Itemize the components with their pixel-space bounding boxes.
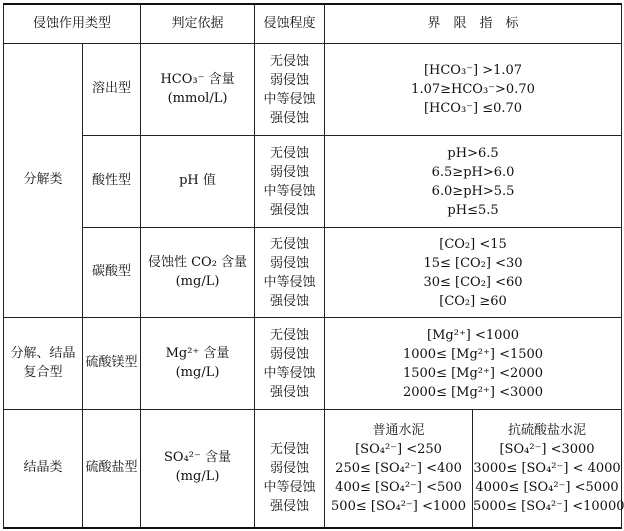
header-row (4, 4, 622, 44)
basis-carbonic (141, 228, 255, 318)
criteria-resistant-cement (473, 410, 622, 528)
level-none: 无侵蚀 (270, 236, 310, 252)
criterion: [HCO₃⁻] ≤0.70 (423, 101, 523, 116)
criterion: 3000≤ [SO₄²⁻] < 4000 (473, 460, 621, 476)
basis-main: Mg²⁺ 含量 (165, 345, 230, 361)
criterion: 1000≤ [Mg²⁺] <1500 (402, 346, 544, 362)
header-basis: 判定依据 (141, 4, 255, 44)
table-row-carbonic (4, 228, 622, 318)
header-degree: 侵蚀程度 (255, 4, 325, 44)
level-medium: 中等侵蚀 (263, 183, 316, 199)
basis-unit: (mmol/L) (167, 90, 228, 106)
criterion: 400≤ [SO₄²⁻] <500 (335, 479, 462, 495)
basis-main: pH 值 (179, 173, 216, 189)
basis-unit: (mg/L) (175, 364, 220, 380)
basis-unit: (mg/L) (175, 273, 220, 289)
criterion: pH>6.5 (447, 145, 499, 161)
level-none: 无侵蚀 (270, 145, 310, 161)
header-type: 侵蚀作用类型 (4, 4, 141, 44)
criterion: 1500≤ [Mg²⁺] <2000 (402, 365, 544, 381)
criteria-magnesium (325, 318, 622, 410)
level-none: 无侵蚀 (270, 327, 310, 343)
category-line: 复合型 (23, 364, 63, 380)
level-medium: 中等侵蚀 (263, 91, 316, 107)
criterion: 4000≤ [SO₄²⁻] <5000 (475, 479, 619, 495)
cement-normal-label: 普通水泥 (372, 422, 425, 438)
table-row-sulfate (4, 410, 622, 528)
level-strong: 强侵蚀 (270, 202, 310, 218)
category-decomposition: 分解类 (4, 44, 83, 318)
category-composite (4, 318, 83, 410)
level-weak: 弱侵蚀 (270, 72, 310, 88)
cement-resistant-label: 抗硫酸盐水泥 (508, 422, 587, 438)
levels-sulfate (255, 410, 325, 528)
levels-acidic (255, 136, 325, 228)
level-weak: 弱侵蚀 (270, 461, 310, 477)
table-row-dissolution (4, 44, 622, 136)
criterion: pH≤5.5 (447, 202, 499, 218)
basis-main: 侵蚀性 CO₂ 含量 (147, 254, 248, 270)
level-strong: 强侵蚀 (270, 499, 310, 515)
criterion: 15≤ [CO₂] <30 (423, 255, 523, 271)
level-medium: 中等侵蚀 (263, 365, 316, 381)
criterion: [SO₄²⁻] <250 (355, 441, 442, 457)
basis-sulfate (141, 410, 255, 528)
subtype-sulfate: 硫酸盐型 (83, 410, 141, 528)
basis-main: HCO₃⁻ 含量 (160, 71, 235, 87)
criterion: 6.0≥pH>5.5 (431, 183, 515, 199)
criteria-dissolution (325, 44, 622, 136)
criterion: [SO₄²⁻] <3000 (499, 441, 595, 457)
level-weak: 弱侵蚀 (270, 255, 310, 271)
level-none: 无侵蚀 (270, 442, 310, 458)
criteria-acidic (325, 136, 622, 228)
basis-magnesium (141, 318, 255, 410)
category-crystallization: 结晶类 (4, 410, 83, 528)
criterion: [HCO₃⁻] >1.07 (423, 63, 523, 78)
level-strong: 强侵蚀 (270, 293, 310, 309)
subtype-dissolution: 溶出型 (83, 44, 141, 136)
levels-dissolution (255, 44, 325, 136)
criterion: 1.07≥HCO₃⁻>0.70 (411, 82, 535, 97)
basis-acidic (141, 136, 255, 228)
subtype-acidic: 酸性型 (83, 136, 141, 228)
subtype-carbonic: 碳酸型 (83, 228, 141, 318)
table-row-magnesium-sulfate (4, 318, 622, 410)
levels-magnesium (255, 318, 325, 410)
criterion: 2000≤ [Mg²⁺] <3000 (402, 384, 544, 400)
criterion: 250≤ [SO₄²⁻] <400 (335, 460, 462, 476)
criteria-carbonic (325, 228, 622, 318)
table-row-acidic (4, 136, 622, 228)
criterion: [CO₂] <15 (439, 236, 507, 252)
level-none: 无侵蚀 (270, 53, 310, 69)
criterion: [CO₂] ≥60 (439, 293, 507, 309)
header-criteria: 界 限 指 标 (325, 4, 622, 44)
level-weak: 弱侵蚀 (270, 164, 310, 180)
criteria-normal-cement (325, 410, 473, 528)
criterion: 5000≤ [SO₄²⁻] <10000 (473, 498, 624, 514)
erosion-criteria-document (3, 3, 624, 527)
level-medium: 中等侵蚀 (263, 480, 316, 496)
levels-carbonic (255, 228, 325, 318)
basis-main: SO₄²⁻ 含量 (164, 450, 231, 466)
criterion: 500≤ [SO₄²⁻] <1000 (331, 498, 466, 514)
basis-unit: (mg/L) (175, 469, 220, 485)
category-line: 分解、结晶 (10, 345, 76, 361)
level-medium: 中等侵蚀 (263, 274, 316, 290)
criterion: 30≤ [CO₂] <60 (423, 274, 523, 290)
level-weak: 弱侵蚀 (270, 346, 310, 362)
criterion: 6.5≥pH>6.0 (431, 164, 515, 180)
criterion: [Mg²⁺] <1000 (427, 327, 519, 343)
erosion-criteria-table (3, 3, 622, 529)
level-strong: 强侵蚀 (270, 110, 310, 126)
basis-dissolution (141, 44, 255, 136)
level-strong: 强侵蚀 (270, 384, 310, 400)
subtype-magnesium-sulfate: 硫酸镁型 (83, 318, 141, 410)
